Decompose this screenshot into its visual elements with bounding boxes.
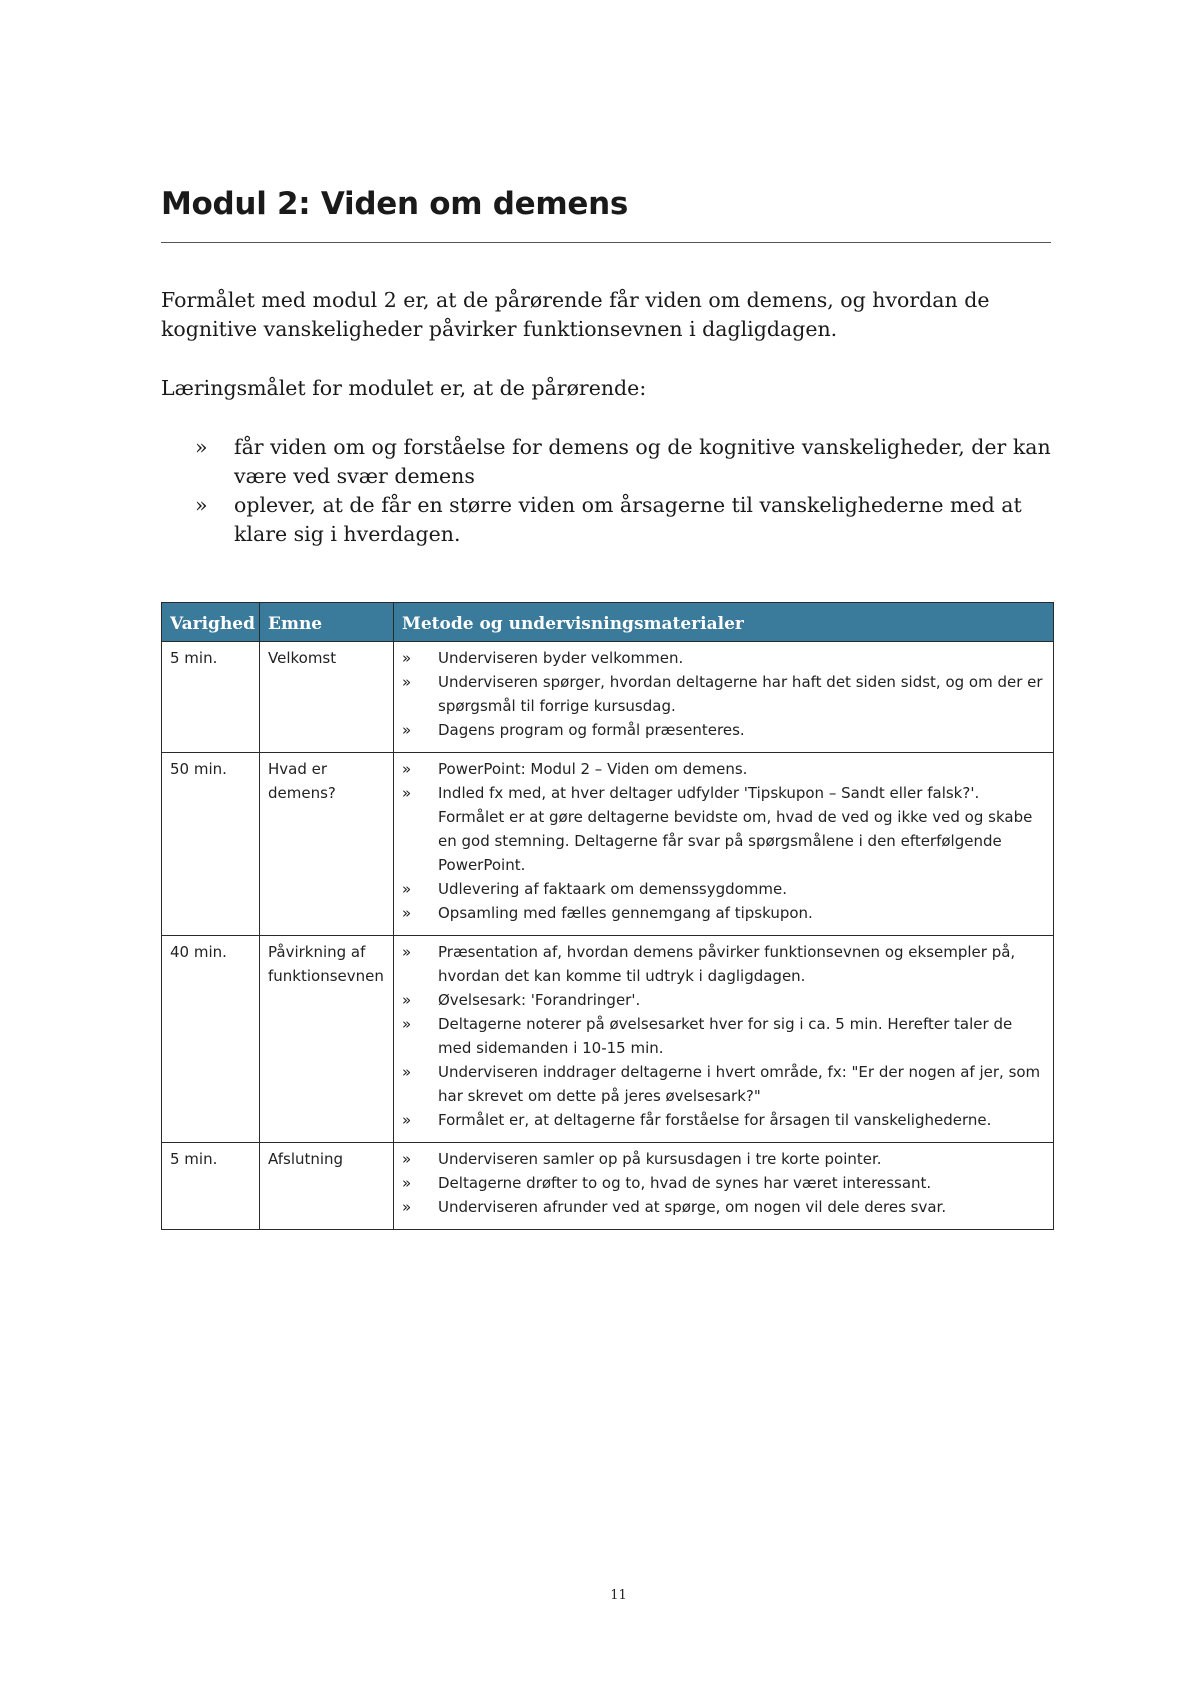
method-list — [402, 1147, 1045, 1219]
bullet-mark: » — [402, 991, 412, 1009]
header-topic: Emne — [260, 603, 394, 642]
bullet-mark: » — [402, 1150, 412, 1168]
topic-cell: Afslutning — [260, 1143, 394, 1230]
duration-cell: 40 min. — [162, 936, 260, 1143]
method-item-text: Præsentation af, hvordan demens påvirker funktionsevnen og eksempler på, hvordan det kan komme til udtryk i dagligdagen. — [438, 943, 1016, 985]
method-cell — [394, 936, 1054, 1143]
list-item — [402, 781, 1045, 877]
method-cell — [394, 753, 1054, 936]
table-row — [162, 753, 1054, 936]
title-divider — [161, 242, 1051, 243]
table-row — [162, 1143, 1054, 1230]
list-item — [402, 670, 1045, 718]
method-item-text: Indled fx med, at hver deltager udfylder 'Tipskupon – Sandt eller falsk?'. Formålet er at gøre deltagerne bevidste om, hvad de ved og ikke ved og skabe en god stemning. Deltagerne får svar på spørgsmålene i den efterfølgende PowerPoint. — [438, 784, 1033, 874]
duration-cell: 5 min. — [162, 642, 260, 753]
list-item — [402, 1108, 1045, 1132]
list-item — [402, 757, 1045, 781]
learning-goal-text: oplever, at de får en større viden om årsagerne til vanskelighederne med at klare sig i hverdagen. — [234, 493, 1022, 546]
bullet-mark: » — [195, 435, 208, 459]
method-item-text: Underviseren samler op på kursusdagen i tre korte pointer. — [438, 1150, 882, 1168]
bullet-mark: » — [402, 760, 412, 778]
list-item — [402, 1147, 1045, 1171]
method-item-text: Øvelsesark: 'Forandringer'. — [438, 991, 641, 1009]
topic-cell: Hvad er demens? — [260, 753, 394, 936]
method-item-text: Formålet er, at deltagerne får forståelse for årsagen til vanskelighederne. — [438, 1111, 992, 1129]
topic-cell: Velkomst — [260, 642, 394, 753]
method-item-text: Opsamling med fælles gennemgang af tipskupon. — [438, 904, 813, 922]
list-item — [402, 1195, 1045, 1219]
method-item-text: Udlevering af faktaark om demenssygdomme. — [438, 880, 788, 898]
method-item-text: Deltagerne drøfter to og to, hvad de synes har været interessant. — [438, 1174, 932, 1192]
method-cell — [394, 1143, 1054, 1230]
bullet-mark: » — [402, 1198, 412, 1216]
bullet-mark: » — [402, 904, 412, 922]
list-item — [402, 1060, 1045, 1108]
learning-goal-text: får viden om og forståelse for demens og de kognitive vanskeligheder, der kan være ved svær demens — [234, 435, 1051, 488]
table-row — [162, 642, 1054, 753]
list-item — [402, 988, 1045, 1012]
method-list — [402, 757, 1045, 925]
list-item — [402, 718, 1045, 742]
method-cell — [394, 642, 1054, 753]
header-duration: Varighed — [162, 603, 260, 642]
topic-cell: Påvirkning af funktionsevnen — [260, 936, 394, 1143]
bullet-mark: » — [402, 1015, 412, 1033]
page-title: Modul 2: Viden om demens — [161, 186, 628, 222]
table-header-row — [162, 603, 1054, 642]
list-item — [402, 901, 1045, 925]
method-item-text: Underviseren byder velkommen. — [438, 649, 684, 667]
learning-goals-lead: Læringsmålet for modulet er, at de pårørende: — [161, 376, 647, 400]
list-item — [402, 940, 1045, 988]
method-item-text: Underviseren afrunder ved at spørge, om nogen vil dele deres svar. — [438, 1198, 947, 1216]
intro-paragraph: Formålet med modul 2 er, at de pårørende får viden om demens, og hvordan de kognitive vanskeligheder påvirker funktionsevnen i dagligdagen. — [161, 288, 990, 341]
method-item-text: Dagens program og formål præsenteres. — [438, 721, 745, 739]
list-item — [161, 491, 1061, 549]
bullet-mark: » — [195, 493, 208, 517]
list-item — [402, 877, 1045, 901]
table-row — [162, 936, 1054, 1143]
method-list — [402, 940, 1045, 1132]
method-item-text: Underviseren spørger, hvordan deltagerne har haft det siden sidst, og om der er spørgsmål til forrige kursusdag. — [438, 673, 1043, 715]
bullet-mark: » — [402, 649, 412, 667]
duration-cell: 50 min. — [162, 753, 260, 936]
method-item-text: PowerPoint: Modul 2 – Viden om demens. — [438, 760, 748, 778]
bullet-mark: » — [402, 880, 412, 898]
bullet-mark: » — [402, 1111, 412, 1129]
list-item — [402, 1012, 1045, 1060]
bullet-mark: » — [402, 1174, 412, 1192]
page-number: 11 — [610, 1588, 627, 1603]
bullet-mark: » — [402, 943, 412, 961]
list-item — [402, 646, 1045, 670]
learning-goals-list — [161, 433, 1061, 549]
method-item-text: Deltagerne noterer på øvelsesarket hver for sig i ca. 5 min. Herefter taler de med sidemanden i 10-15 min. — [438, 1015, 1013, 1057]
bullet-mark: » — [402, 721, 412, 739]
header-method: Metode og undervisningsmaterialer — [394, 603, 1054, 642]
bullet-mark: » — [402, 673, 412, 691]
bullet-mark: » — [402, 784, 412, 802]
method-list — [402, 646, 1045, 742]
list-item — [402, 1171, 1045, 1195]
duration-cell: 5 min. — [162, 1143, 260, 1230]
bullet-mark: » — [402, 1063, 412, 1081]
list-item — [161, 433, 1061, 491]
method-item-text: Underviseren inddrager deltagerne i hvert område, fx: "Er der nogen af jer, som har skrevet om dette på jeres øvelsesark?" — [438, 1063, 1041, 1105]
module-plan-table — [161, 602, 1054, 1230]
